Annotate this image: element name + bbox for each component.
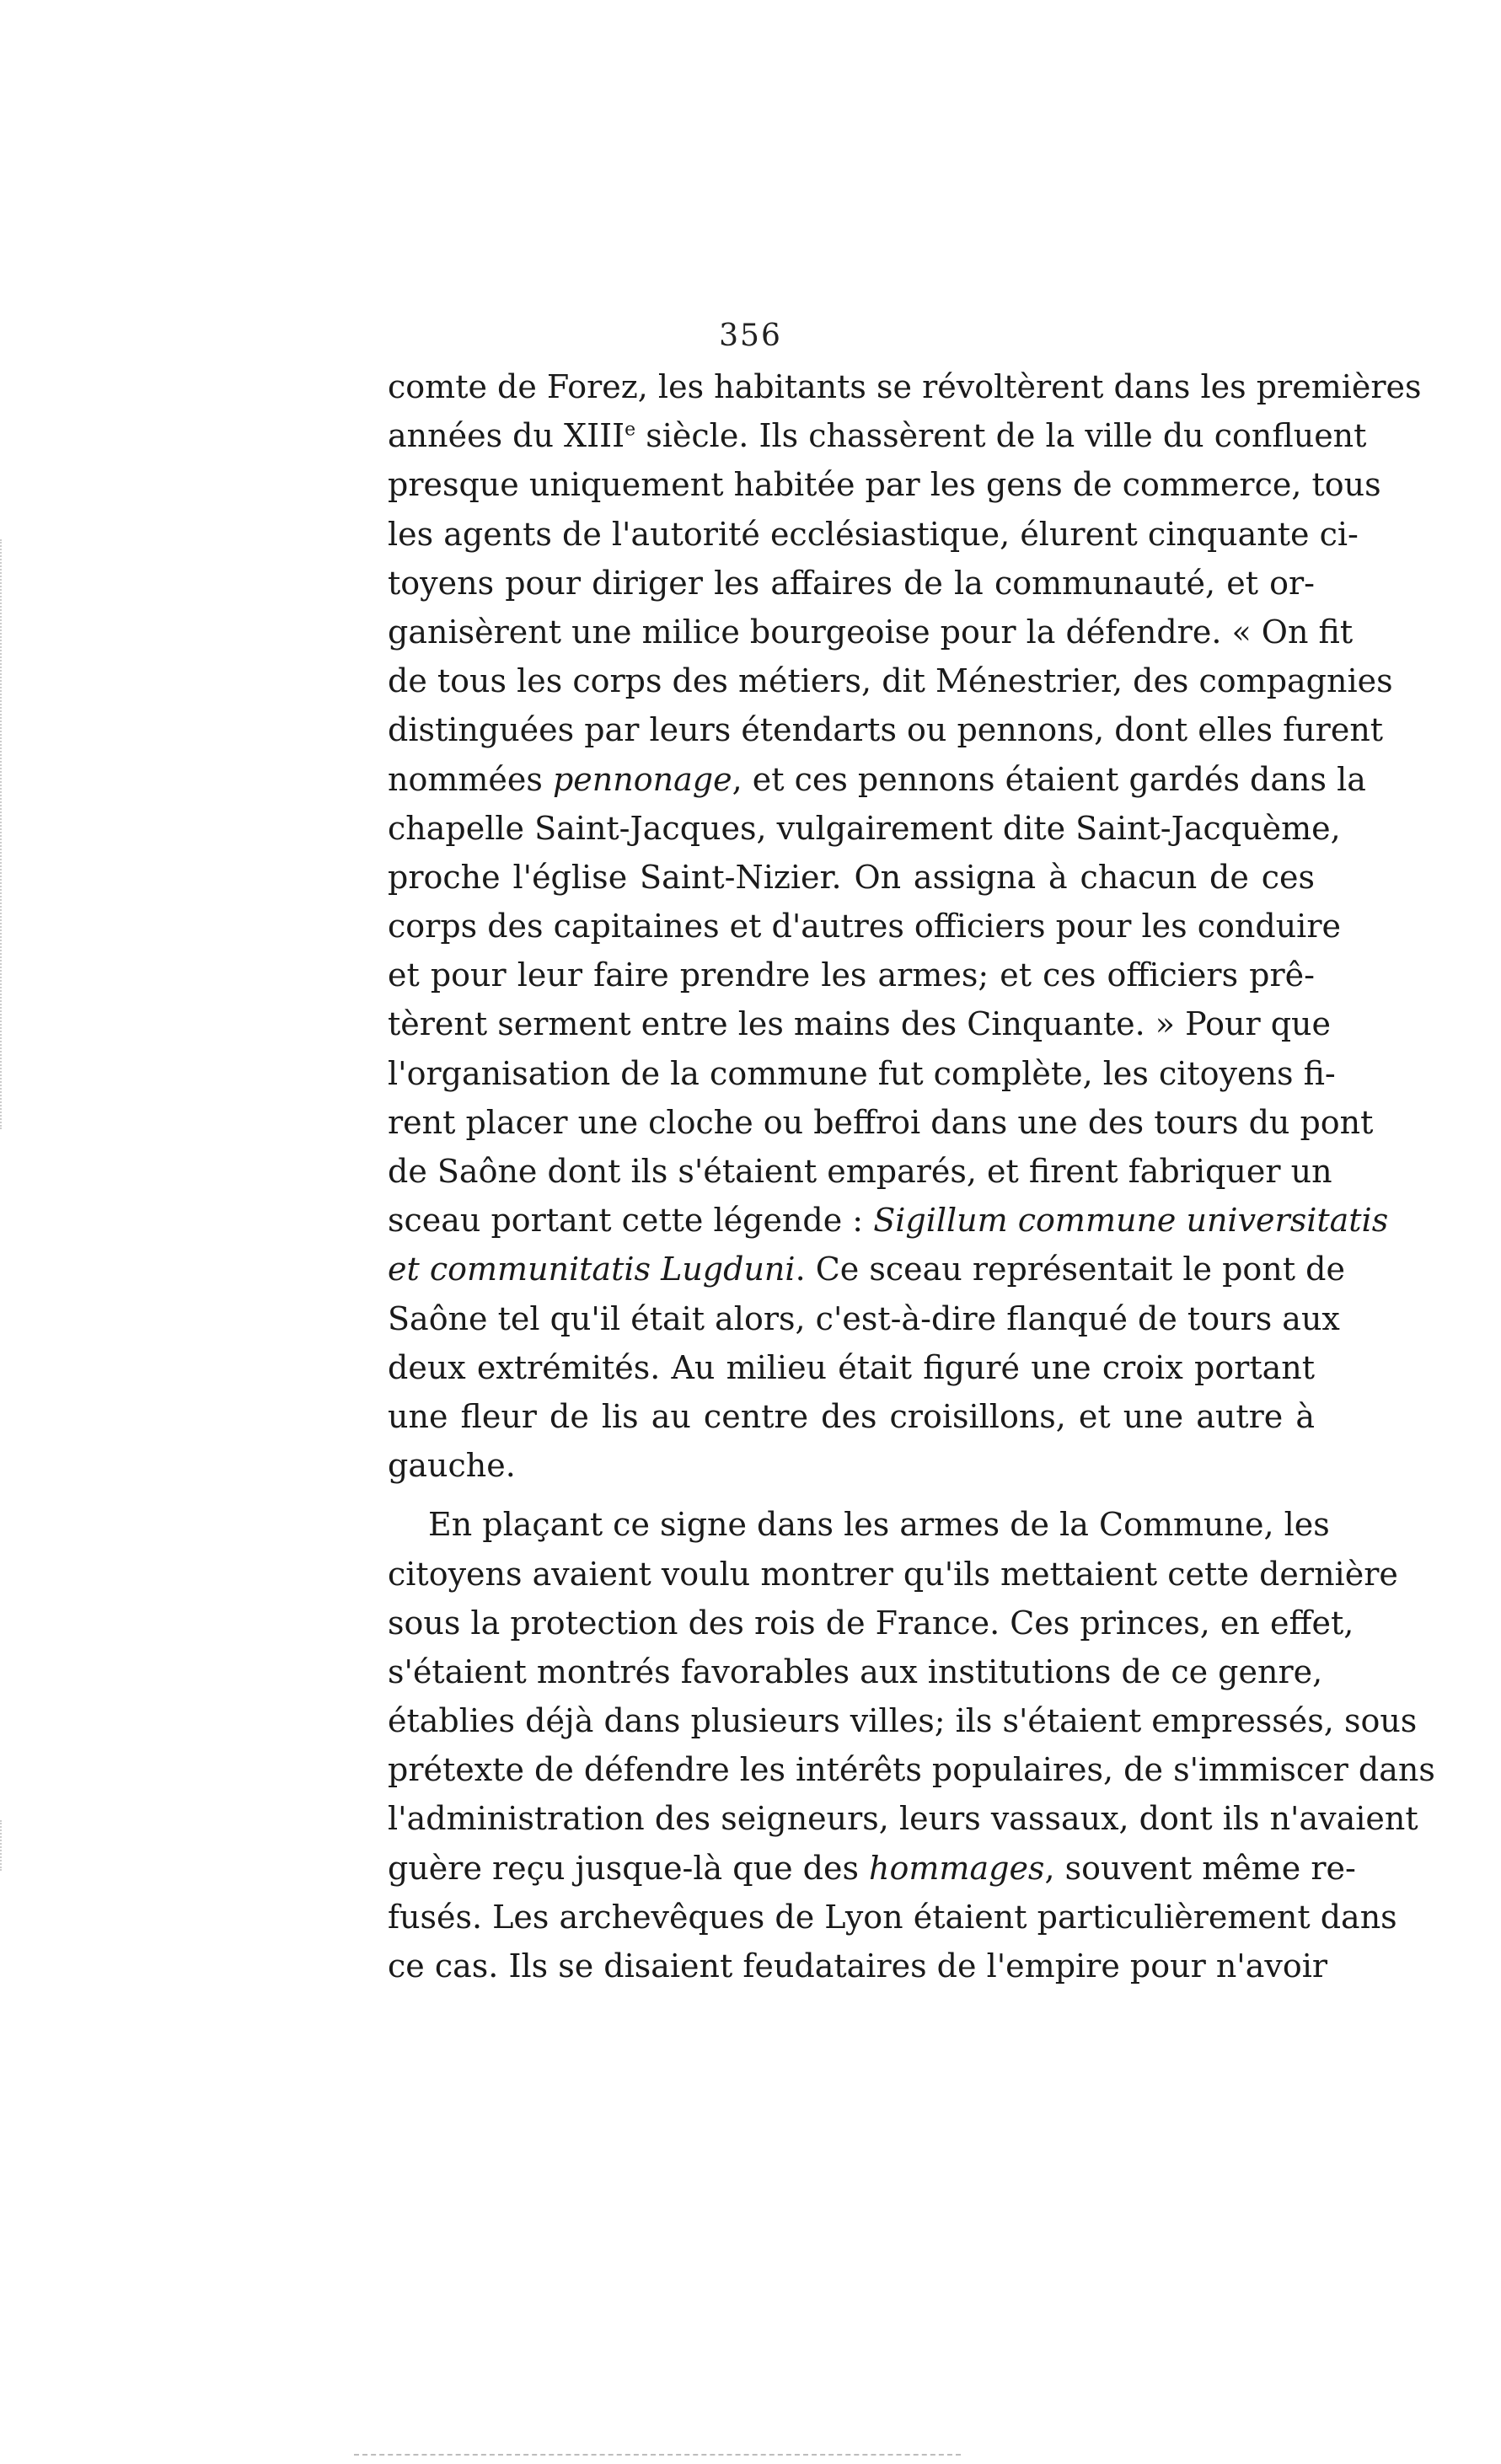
text-line [388, 1500, 1330, 1549]
line-text: proche l'église Saint-Nizier. On assigna à chacun de ces [388, 858, 1315, 896]
line-text: rent placer une cloche ou beffroi dans une des tours du pont [388, 1103, 1374, 1141]
line-text: siècle. Ils chassèrent de la ville du confluent [635, 417, 1367, 455]
text-line [388, 559, 1315, 608]
text-line [388, 608, 1354, 656]
line-text: distinguées par leurs étendarts ou pennons, dont elles furent [388, 711, 1384, 749]
text-line [388, 705, 1384, 754]
text-line [388, 1294, 1340, 1343]
line-text: citoyens avaient voulu montrer qu'ils mettaient cette dernière [388, 1555, 1398, 1593]
text-line [388, 1098, 1374, 1147]
text-line [388, 1794, 1418, 1843]
scan-margin-marks [0, 539, 5, 1129]
line-text: comte de Forez, les habitants se révoltèrent dans les premières [388, 368, 1422, 405]
line-text: , et ces pennons étaient gardés dans la [732, 760, 1366, 798]
line-text: presque uniquement habitée par les gens de commerce, tous [388, 466, 1381, 504]
text-line [388, 1441, 1315, 1490]
text-line [388, 1196, 1389, 1245]
line-text: . Ce sceau représentait le pont de [795, 1251, 1345, 1288]
line-text: gauche. [388, 1447, 516, 1485]
bottom-scan-rule [354, 2454, 961, 2456]
line-text: les agents de l'autorité ecclésiastique, élurent cinquante ci- [388, 515, 1359, 553]
line-text: sous la protection des rois de France. Ces princes, en effet, [388, 1604, 1354, 1642]
line-text: l'administration des seigneurs, leurs vassaux, dont ils n'avaient [388, 1800, 1418, 1838]
line-text: guère reçu jusque-là que des [388, 1849, 870, 1887]
line-text: fusés. Les archevêques de Lyon étaient particulièrement dans [388, 1898, 1397, 1936]
page-number: 356 [719, 319, 782, 353]
line-text: une fleur de lis au centre des croisillons, et une autre à [388, 1397, 1315, 1435]
text-line [388, 1893, 1397, 1942]
line-text: ce cas. Ils se disaient feudataires de l'empire pour n'avoir [388, 1947, 1328, 1985]
italic-text: Sigillum commune universitatis [873, 1202, 1389, 1240]
text-line [388, 1392, 1315, 1441]
line-text: l'organisation de la commune fut complète, les citoyens fi- [388, 1054, 1336, 1092]
italic-text: pennonage [552, 760, 732, 798]
text-line [388, 362, 1422, 411]
line-text: deux extrémités. Au milieu était figuré une croix portant [388, 1348, 1315, 1386]
line-text: années du XIII [388, 417, 625, 455]
text-line [388, 411, 1367, 460]
text-line [388, 1049, 1336, 1098]
text-line [388, 510, 1359, 559]
text-line [388, 1942, 1328, 1990]
italic-text: hommages [869, 1849, 1045, 1887]
text-line [388, 460, 1381, 509]
line-text: En plaçant ce signe dans les armes de la Commune, les [428, 1506, 1330, 1544]
text-line [388, 804, 1341, 853]
superscript: e [625, 419, 636, 441]
text-line [388, 1844, 1356, 1893]
text-line [388, 1550, 1398, 1599]
text-line [388, 1696, 1418, 1745]
body-text [388, 362, 1435, 1990]
text-line [388, 755, 1366, 804]
line-text: tèrent serment entre les mains des Cinquante. » Pour que [388, 1005, 1331, 1043]
text-line [388, 656, 1393, 705]
text-line [388, 1245, 1345, 1294]
line-text: corps des capitaines et d'autres officiers pour les conduire [388, 908, 1341, 945]
text-line [388, 1147, 1332, 1196]
line-text: et pour leur faire prendre les armes; et ces officiers prê- [388, 956, 1315, 994]
line-text: ganisèrent une milice bourgeoise pour la défendre. « On fit [388, 613, 1354, 651]
text-line [388, 1599, 1354, 1647]
line-text: chapelle Saint-Jacques, vulgairement dite Saint-Jacquème, [388, 809, 1341, 847]
line-text: de tous les corps des métiers, dit Ménestrier, des compagnies [388, 662, 1393, 700]
text-line [388, 1343, 1315, 1392]
line-text: de Saône dont ils s'étaient emparés, et firent fabriquer un [388, 1153, 1332, 1190]
text-line [388, 999, 1331, 1048]
line-text: sceau portant cette légende : [388, 1202, 874, 1240]
italic-text: et communitatis Lugduni [388, 1251, 796, 1288]
line-text: prétexte de défendre les intérêts populaires, de s'immiscer dans [388, 1751, 1435, 1789]
text-line [388, 902, 1341, 951]
text-line [388, 951, 1315, 999]
text-line [388, 1647, 1323, 1696]
line-text: toyens pour diriger les affaires de la communauté, et or- [388, 564, 1315, 602]
scan-margin-marks-lower [0, 1820, 5, 1871]
text-line [388, 1745, 1435, 1794]
line-text: Saône tel qu'il était alors, c'est-à-dire flanqué de tours aux [388, 1299, 1340, 1337]
line-text: établies déjà dans plusieurs villes; ils s'étaient empressés, sous [388, 1702, 1418, 1740]
line-text: nommées [388, 760, 553, 798]
line-text: s'étaient montrés favorables aux institutions de ce genre, [388, 1652, 1323, 1690]
line-text: , souvent même re- [1044, 1849, 1356, 1887]
text-line [388, 853, 1315, 902]
